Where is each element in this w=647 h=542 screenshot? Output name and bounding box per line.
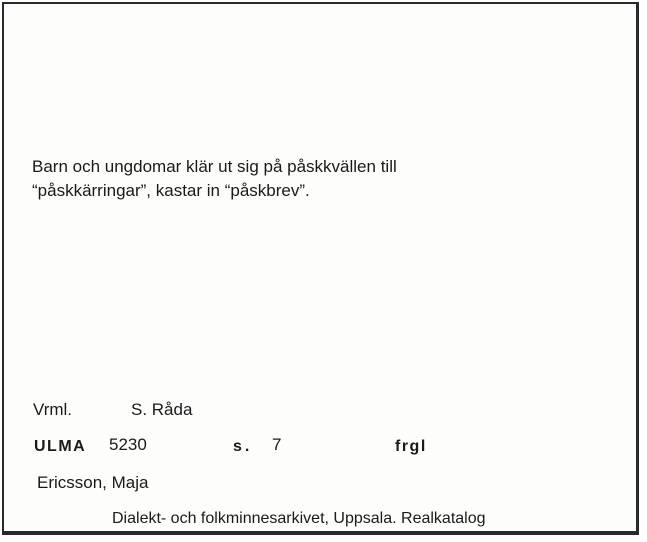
description-line-1: Barn och ungdomar klär ut sig på påskkvällen till bbox=[32, 157, 397, 176]
catalog-card bbox=[2, 2, 639, 535]
archive-number: 5230 bbox=[109, 435, 147, 454]
place-region: Vrml. bbox=[33, 400, 73, 419]
page-number: 7 bbox=[272, 435, 282, 454]
archive-footer: Dialekt- och folkminnesarkivet, Uppsala. Realkatalog bbox=[112, 510, 486, 527]
page-prefix: s. bbox=[233, 438, 253, 455]
archive-code: ULMA bbox=[34, 438, 87, 455]
description-line-2: “påskkärringar”, kastar in “påskbrev”. bbox=[32, 181, 310, 200]
category-code: frgl bbox=[395, 438, 427, 455]
card-description bbox=[32, 155, 552, 203]
place-name: S. Råda bbox=[131, 400, 193, 419]
informant-name: Ericsson, Maja bbox=[37, 473, 149, 492]
